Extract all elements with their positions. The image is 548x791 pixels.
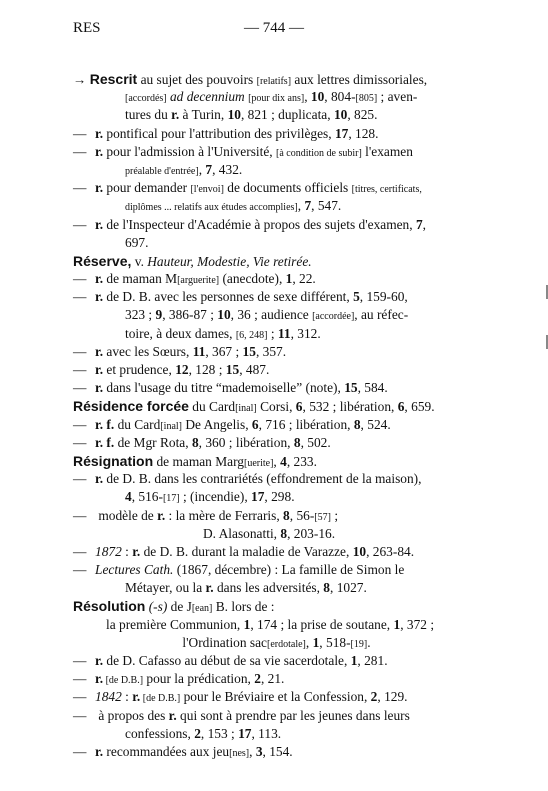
entry-resignation: Résignation de maman Marg[uerite], 4, 233. [73, 452, 317, 469]
subentry-line: — à propos des r. qui sont à prendre par les jeunes dans leurs [73, 707, 410, 723]
index-body [73, 70, 480, 761]
headword: Réserve, [73, 252, 132, 269]
subentry-line: — r. et prudence, 12, 128 ; 15, 487. [73, 362, 270, 377]
entry-line: diplômes ... relatifs aux études accomplies], 7, 547. [125, 198, 342, 214]
entry-line: D. Alasonatti, 8, 203-16. [203, 525, 336, 541]
headword: Résidence forcée [73, 398, 189, 415]
subentry-line: — r. de maman M[arguerite] (anecdote), 1, 22. [73, 271, 316, 287]
entry-line: Métayer, ou la r. dans les adversités, 8, 1027. [125, 580, 367, 596]
subentry-line: — r. pour demander [l'envoi] de documents officiels [titres, certificats, [73, 180, 422, 196]
headword: Résolution [73, 598, 146, 615]
entry-line: toire, à deux dames, [6, 248] ; 11, 312. [125, 325, 321, 341]
subentry-line: — r. de l'Inspecteur d'Académie à propos des sujets d'examen, 7, [73, 216, 427, 232]
entry-resolution: Résolution (-s) de J[ean] B. lors de : [73, 598, 275, 615]
page-header [0, 20, 548, 42]
subentry-line: — r. pontifical pour l'attribution des privilèges, 17, 128. [73, 125, 379, 141]
entry-line: tures du r. à Turin, 10, 821 ; duplicata, 10, 825. [125, 107, 378, 123]
subentry-line: — r. pour l'admission à l'Université, [à condition de subir] l'examen [73, 143, 413, 159]
entry-reserve: Réserve, v. Hauteur, Modestie, Vie retirée. [73, 252, 312, 269]
subentry-line: — 1842 : r. [de D.B.] pour le Bréviaire et la Confession, 2, 129. [73, 689, 408, 705]
entry-line: confessions, 2, 153 ; 17, 113. [125, 725, 282, 741]
subentry-line: — r. f. du Card[inal] De Angelis, 6, 716 ; libération, 8, 524. [73, 416, 391, 432]
entry-line: [accordés] ad decennium [pour dix ans], 10, 804-[805] ; aven- [125, 89, 418, 105]
entry-rescrit-line-1: → Rescrit au sujet des pouvoirs [relatifs] aux lettres dimissoriales, [73, 71, 428, 87]
subentry-line: — r. de D. B. avec les personnes de sexe différent, 5, 159-60, [73, 289, 408, 305]
subentry-line: — r. [de D.B.] pour la prédication, 2, 21. [73, 671, 285, 687]
subentry-line: — r. dans l'usage du titre “mademoiselle” (note), 15, 584. [73, 380, 388, 396]
subentry-line: — r. f. de Mgr Rota, 8, 360 ; libération, 8, 502. [73, 434, 331, 450]
entry-line: 697. [125, 234, 149, 250]
subentry-line: — Lectures Cath. (1867, décembre) : La famille de Simon le [73, 562, 405, 578]
headword: Résignation [73, 452, 154, 469]
entry-line: la première Communion, 1, 174 ; la prise de soutane, 1, 372 ; [106, 616, 435, 632]
subentry-line: — 1872 : r. de D. B. durant la maladie de Varazze, 10, 263-84. [73, 543, 415, 559]
entry-line: 4, 516-[17] ; (incendie), 17, 298. [125, 489, 295, 505]
arrow-icon: → [73, 72, 87, 87]
page-number: — 744 — [244, 20, 304, 36]
subentry-line: — r. avec les Sœurs, 11, 367 ; 15, 357. [73, 343, 287, 359]
headword: Rescrit [89, 71, 138, 87]
running-head: RES [73, 20, 101, 36]
entry-line: préalable d'entrée], 7, 432. [125, 161, 243, 177]
subentry-line: — modèle de r. : la mère de Ferraris, 8, 56-[57] ; [73, 507, 339, 523]
subentry-line: — r. de D. Cafasso au début de sa vie sacerdotale, 1, 281. [73, 653, 388, 668]
entry-residence: Résidence forcée du Card[inal] Corsi, 6, 532 ; libération, 6, 659. [73, 398, 435, 415]
entry-line: 323 ; 9, 386-87 ; 10, 36 ; audience [accordée], au réfec- [125, 307, 409, 323]
subentry-line: — r. recommandées aux jeu[nes], 3, 154. [73, 743, 293, 759]
entry-line: l'Ordination sac[erdotale], 1, 518-[19]. [182, 634, 371, 650]
subentry-line: — r. de D. B. dans les contrariétés (effondrement de la maison), [73, 471, 422, 487]
